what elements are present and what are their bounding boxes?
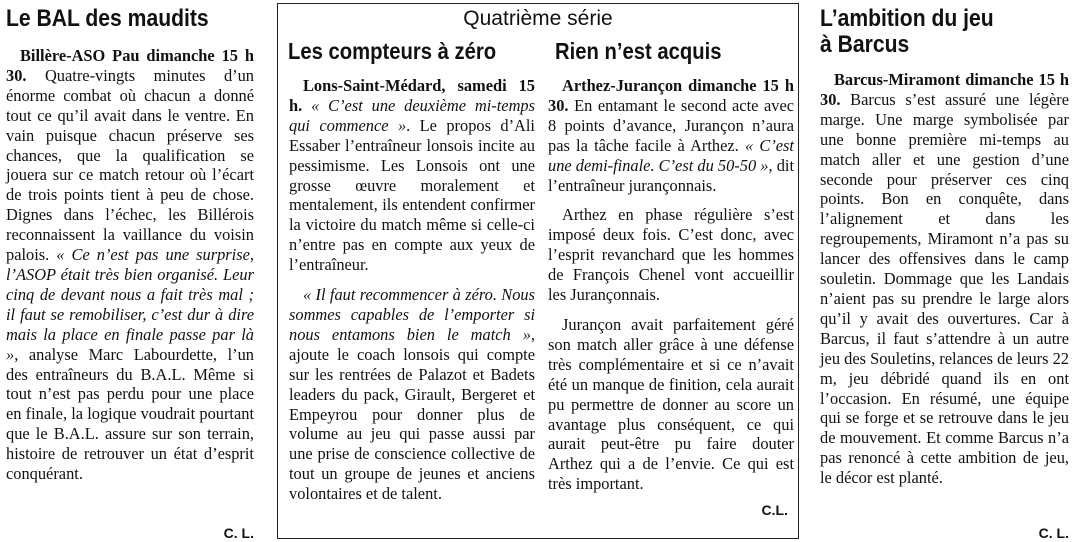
section-title: Quatrième série: [463, 7, 613, 30]
quote: « Il faut recommencer à zéro. Nous sommes capables de l’emporter si nous entamons bien le match »: [289, 285, 535, 344]
paragraph: Jurançon avait parfaitement géré son match aller grâce à une défense très complémentaire et si ce n’avait été un manque de finition, cela aurait pu permettre de donner au score un avantage plus conséquent, ce qui aurait peut-être pu faire douter Arthez qui a de l’envie. Ce qui est très important.: [548, 314, 794, 494]
match-lead: Barcus-Miramont dimanche 15 h 30.: [820, 70, 1069, 109]
article-title-rien-acquis: Rien n’est acquis: [555, 38, 722, 64]
article-title: [820, 6, 1039, 58]
paragraph: Arthez en phase régulière s’est imposé deux fois. C’est donc, avec l’esprit revanchard que les hommes de François Chenel vont accueillir les Jurançonnais.: [548, 205, 794, 305]
article-body: [6, 46, 254, 484]
article-rien-acquis-body: [548, 76, 794, 494]
article-compteurs-body: [289, 76, 535, 504]
body-text: , ajoute le coach lonsois qui compte sur les rentrées de Palazot et Badets leaders du pack, Girault, Bergeret et Empeyrou pour donner plus de volume au jeu qui passe aussi par une prise de conscience collective de tout un groupe de jeunes et anciens volontaires et de talent.: [289, 324, 535, 504]
quote: « C’est une deuxième mi-temps qui commence »: [289, 95, 535, 135]
match-lead: Lons-Saint-Médard, samedi 15 h.: [289, 76, 535, 115]
quote: « Ce n’est pas une surprise, l’ASOP était très bien organisé. Leur cinq de devant nous a fait très mal ; il faut se remobiliser, c’est dur à dire mais la place en finale passe par là »: [6, 245, 254, 364]
article-body: [820, 70, 1069, 488]
title-line-2: à Barcus: [820, 31, 910, 58]
quatrieme-serie-box: [277, 3, 799, 539]
body-text: . Le propos d’Ali Essaber l’entraîneur lonsois incite au pessimisme. Les Lonsois ont une grosse œuvre moralement et mentalement, ils entendent confirmer la victoire du match même si celle-ci n’entre pas en compte aux yeux de l’entraîneur.: [289, 115, 535, 275]
author-signature: C.L.: [761, 502, 788, 518]
match-lead: Billère-ASO Pau dimanche 15 h 30.: [6, 46, 254, 85]
author-signature: C. L.: [223, 525, 254, 541]
article-bal-des-maudits: [0, 0, 262, 542]
body-text: En entamant le second acte avec 8 points d’avance, Jurançon n’aura pas la tâche facile à Arthez.: [548, 95, 794, 155]
match-lead: Arthez-Jurançon dimanche 15 h 30.: [548, 76, 794, 115]
body-text: Barcus s’est assuré une légère marge. Une marge symbolisée par une bonne première mi-temps au match aller et une gestion d’une seconde pour préserver ces cinq points. Bon en conquête, dans l’alignement et dans les regroupements, Miramont n’a pas su lancer des offensives dans le camp souletin. Dommage que les Landais n’aient pas su prendre le large alors qu’il y avait des ouvertures. Car à Barcus, il faut s’attendre à un autre jeu des Souletins, relances de leurs 22 m, jeu débridé quand ils en ont l’occasion. En résumé, une équipe qui se forge et se retrouve dans le jeu de mouvement. Et comme Barcus n’a pas renoncé à cette ambition de jeu, le décor est planté.: [820, 89, 1069, 488]
body-text: , analyse Marc Labourdette, l’un des entraîneurs du B.A.L. Même si tout n’est pas perdu pour une place en finale, la logique voudrait pourtant que le B.A.L. assure sur son terrain, histoire de retrouver un état d’esprit conquérant.: [6, 344, 254, 484]
title-line-1: L’ambition du jeu: [820, 5, 994, 32]
author-signature: C. L.: [1038, 525, 1069, 541]
article-title: Le BAL des maudits: [6, 5, 209, 32]
body-text: Quatre-vingts minutes d’un énorme combat où chacun a donné tout ce qu’il avait dans le ventre. En vain puisque chacun préserve ses chances, que la qualification se jouera sur ce match retour où l’écart de trois points tient à peu de chose. Dignes dans l’échec, les Billérois reconnaissent la vaillance du voisin palois.: [6, 65, 254, 265]
quote: « C’est une demi-finale. C’est du 50-50 »: [548, 135, 794, 175]
article-title-compteurs: Les compteurs à zéro: [288, 38, 497, 64]
article-ambition-barcus: [812, 0, 1075, 542]
body-text: , dit l’entraîneur jurançonnais.: [548, 155, 794, 195]
